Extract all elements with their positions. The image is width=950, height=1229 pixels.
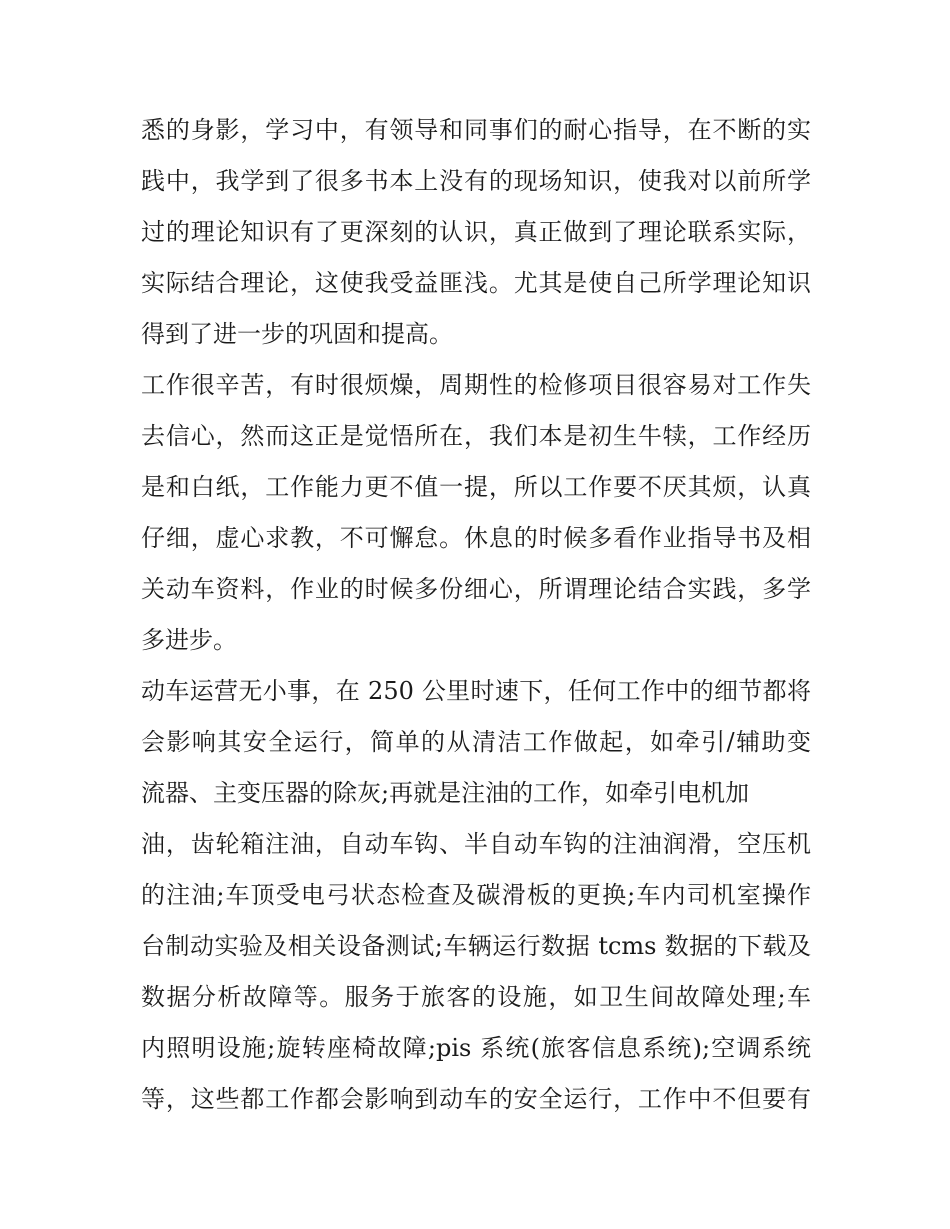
text-line: 关动车资料，作业的时候多份细心，所谓理论结合实践，多学 [141,575,811,603]
text-line: 等，这些都工作都会影响到动车的安全运行，工作中不但要有 [141,1085,811,1113]
text-line: 流器、主变压器的除灰;再就是注油的工作，如牵引电机加 [141,779,750,807]
text-line: 内照明设施;旋转座椅故障;pis 系统(旅客信息系统);空调系统 [141,1034,811,1062]
text-line: 工作很辛苦，有时很烦燥，周期性的检修项目很容易对工作失 [141,371,811,399]
paragraph-2 [141,365,811,671]
text-line: 得到了进一步的巩固和提高。 [141,320,453,348]
text-line: 动车运营无小事，在 250 公里时速下，任何工作中的细节都将 [141,677,811,705]
text-line: 的注油;车顶受电弓状态检查及碳滑板的更换;车内司机室操作 [141,881,811,909]
document-body [141,110,811,1130]
paragraph-3 [141,671,811,1130]
text-line: 去信心，然而这正是觉悟所在，我们本是初生牛犊，工作经历 [141,422,811,450]
text-line: 数据分析故障等。服务于旅客的设施，如卫生间故障处理;车 [141,983,811,1011]
paragraph-1 [141,110,811,365]
text-line: 实际结合理论，这使我受益匪浅。尤其是使自己所学理论知识 [141,269,811,297]
text-line: 践中，我学到了很多书本上没有的现场知识，使我对以前所学 [141,167,811,195]
text-line: 会影响其安全运行，简单的从清洁工作做起，如牵引/辅助变 [141,728,811,756]
text-line: 是和白纸，工作能力更不值一提，所以工作要不厌其烦，认真 [141,473,811,501]
text-line: 台制动实验及相关设备测试;车辆运行数据 tcms 数据的下载及 [141,932,811,960]
text-line: 仔细，虚心求教，不可懈怠。休息的时候多看作业指导书及相 [141,524,811,552]
text-line: 悉的身影，学习中，有领导和同事们的耐心指导，在不断的实 [141,116,811,144]
text-line: 油，齿轮箱注油，自动车钩、半自动车钩的注油润滑，空压机 [141,830,811,858]
text-line: 过的理论知识有了更深刻的认识，真正做到了理论联系实际， [141,218,811,246]
text-line: 多进步。 [141,626,237,654]
